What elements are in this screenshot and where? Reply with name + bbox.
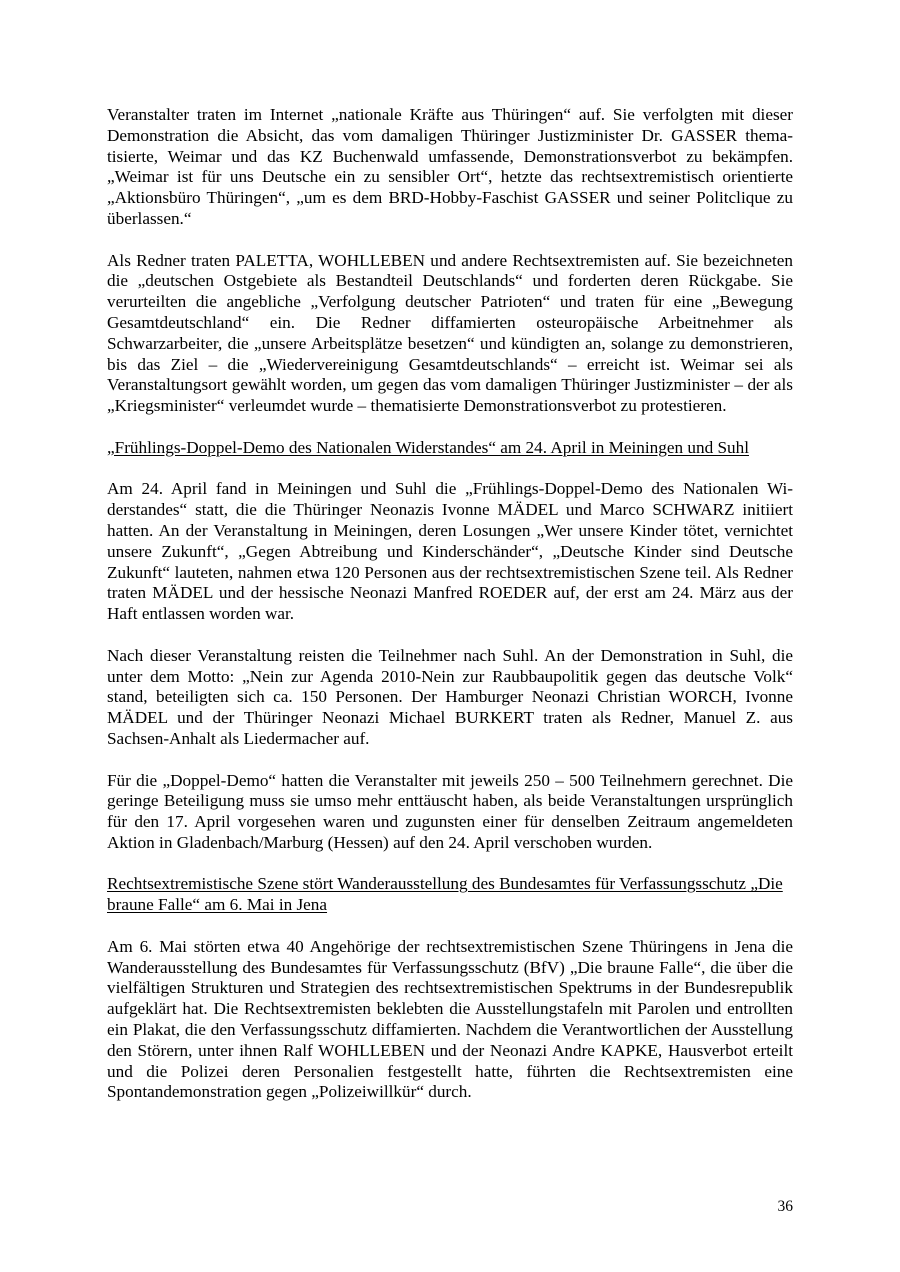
- section-heading-doppel-demo: „Frühlings-Doppel-Demo des Nationalen Widerstandes“ am 24. April in Meiningen und Suhl: [107, 437, 749, 457]
- paragraph-weimar-speakers: Als Redner traten PALETTA, WOHLLEBEN und andere Rechtsextremisten auf. Sie bezeichneten die „deutschen Ostgebiete als Bestandteil Deutschlands“ und forderten deren Rückgabe. Sie verurteilten die angebliche „Verfolgung deutscher Patrioten“ und traten für eine „Bewegung Gesamtdeutschland“ ein. Die Redner diffamierten osteuropäische Arbeitnehmer als Schwarzarbeiter, die „unsere Arbeitsplätze besetzen“ und kündigten an, solange zu demonstrieren, bis das Ziel – die „Wiedervereinigung Gesamtdeutschlands“ – erreicht ist. Weimar sei als Veranstaltungsort gewählt worden, um gegen das vom damaligen Thüringer Justizminister – der als „Kriegsminister“ verleumdet wurde – thematisierte Demonstrationsverbot zu protestieren.: [107, 250, 793, 416]
- paragraph-suhl: Nach dieser Veranstaltung reisten die Teilnehmer nach Suhl. An der Demonstration in Suhl, die unter dem Motto: „Nein zur Agenda 2010-Nein zur Raubbaupolitik gegen das deutsche Volk“ stand, beteiligten sich ca. 150 Personen. Der Hamburger Neonazi Christian WORCH, Ivonne MÄDEL und der Thüringer Neonazi Michael BURKERT traten als Redner, Manuel Z. aus Sachsen-Anhalt als Liedermacher auf.: [107, 645, 793, 748]
- page-number: 36: [777, 1198, 793, 1215]
- paragraph-weimar-organizers: Veranstalter traten im Internet „nationale Kräfte aus Thüringen“ auf. Sie verfolgten mit dieser Demonstration die Absicht, das vom damaligen Thüringer Justizminister Dr. GASSER thematisierte, Weimar und das KZ Buchenwald umfassende, Demonstrationsverbot zu bekämpfen. „Weimar ist für uns Deutsche ein zu sensibler Ort“, hetzte das rechtsextremistisch orientierte „Aktionsbüro Thüringen“, „um es dem BRD-Hobby-Faschist GASSER und seiner Politclique zu überlassen.“: [107, 105, 793, 228]
- paragraph-jena-exhibition: Am 6. Mai störten etwa 40 Angehörige der rechtsextremistischen Szene Thüringens in Jena die Wanderausstellung des Bundesamtes für Verfassungsschutz (BfV) „Die braune Falle“, die über die vielfältigen Strukturen und Strategien des rechtsextremistischen Spektrums in der Bundesrepublik aufgeklärt hat. Die Rechtsextremisten beklebten die Ausstellungstafeln mit Parolen und entrollten ein Plakat, die den Verfassungsschutz diffamierten. Nachdem die Verantwortlichen der Ausstellung den Störern, unter ihnen Ralf WOHLLEBEN und der Neonazi Andre KAPKE, Hausverbot erteilt und die Polizei deren Personalien festgestellt hatte, führten die Rechtsextremisten eine Spontandemonstration gegen „Polizeiwillkür“ durch.: [107, 936, 793, 1102]
- paragraph-meiningen: Am 24. April fand in Meiningen und Suhl die „Frühlings-Doppel-Demo des Nationalen Widerstandes“ statt, die die Thüringer Neonazis Ivonne MÄDEL und Marco SCHWARZ initiiert hatten. An der Veranstaltung in Meiningen, deren Losungen „Wer unsere Kinder tötet, vernichtet unsere Zukunft“, „Gegen Abtreibung und Kinderschänder“, „Deutsche Kinder sind Deutsche Zukunft“ lauteten, nahmen etwa 120 Personen aus der rechtsextremistischen Szene teil. Als Redner traten MÄDEL und der hessische Neonazi Manfred ROEDER auf, der erst am 24. März aus der Haft entlassen worden war.: [107, 479, 793, 624]
- document-page: [107, 105, 793, 1124]
- paragraph-participation: Für die „Doppel-Demo“ hatten die Veranstalter mit jeweils 250 – 500 Teilnehmern gerechnet. Die geringe Beteiligung muss sie umso mehr enttäuscht haben, als beide Veranstaltungen ursprünglich für den 17. April vorgesehen waren und zugunsten einer für denselben Zeitraum angemeldeten Aktion in Gladenbach/Marburg (Hessen) auf den 24. April verschoben wurden.: [107, 770, 793, 852]
- section-heading-braune-falle: Rechtsextremistische Szene stört Wanderausstellung des Bundesamtes für Verfassungsschutz „Die braune Falle“ am 6. Mai in Jena: [107, 874, 783, 915]
